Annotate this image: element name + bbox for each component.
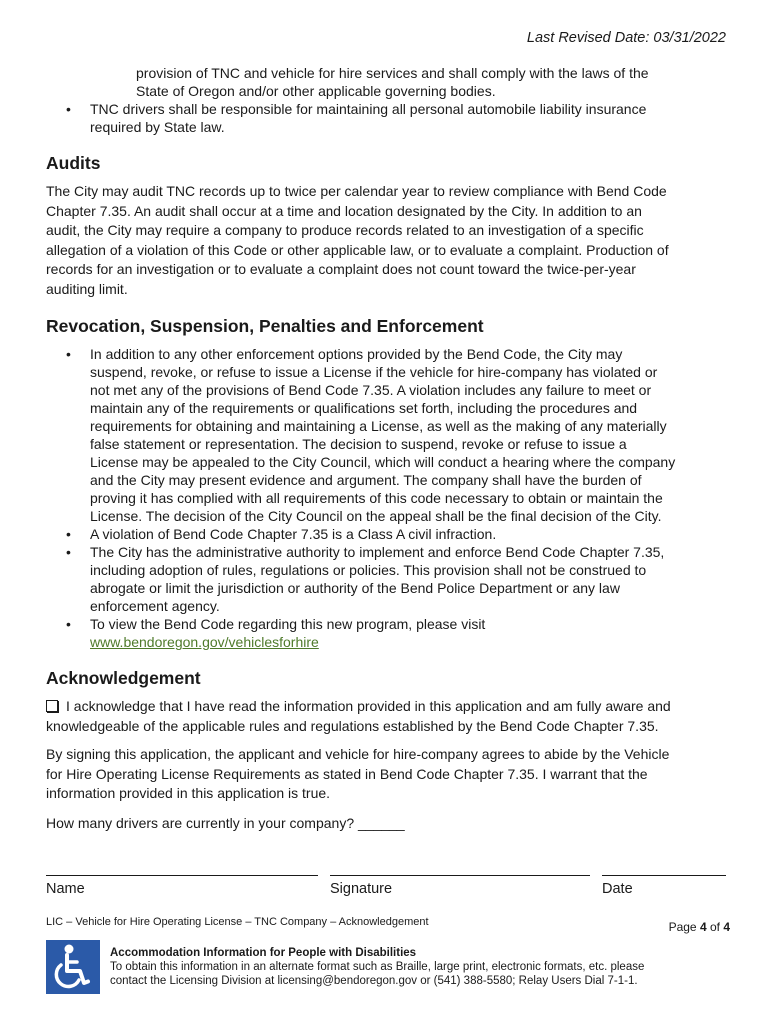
text-line: License. The decision of the City Council on the appeal shall be the final decision of the City. (90, 508, 662, 524)
document-body (46, 64, 726, 833)
text-line: false statement or representation. The decision to suspend, revoke or refuse to issue a (90, 436, 627, 452)
form-title: LIC – Vehicle for Hire Operating License – TNC Company – Acknowledgement (46, 916, 429, 928)
text-line: • TNC drivers shall be responsible for maintaining all personal automobile liability insurance (90, 101, 647, 117)
continued-bullet (136, 64, 726, 100)
text-line: information provided in this application is true. (46, 785, 331, 801)
page-number (669, 920, 730, 934)
page-current: 4 (699, 920, 707, 934)
insurance-bullet-list (46, 100, 726, 136)
page-total: 4 (723, 920, 730, 934)
acknowledgement-heading: Acknowledgement (46, 668, 201, 688)
acknowledge-checkbox[interactable] (46, 700, 58, 712)
text-line: requirements for obtaining and maintaining a License, as well as the making of any materially (90, 418, 667, 434)
text-line: audit, the City may require a company to produce records related to an investigation of a specific (46, 222, 644, 238)
page-of: of (706, 920, 724, 934)
page-prefix: Page (668, 920, 700, 934)
date-line[interactable] (602, 875, 726, 876)
text-line: Chapter 7.35. An audit shall occur at a time and location designated by the City. In addition to an (46, 202, 642, 219)
text-line: • A violation of Bend Code Chapter 7.35 is a Class A civil infraction. (90, 526, 497, 542)
audits-heading: Audits (46, 153, 101, 173)
accommodation-info (46, 940, 736, 996)
text-line: allegation of a violation of this Code or other applicable law, or to evaluate a complaint. Production of (46, 241, 669, 258)
signature-label: Signature (330, 881, 393, 897)
list-item (46, 615, 726, 651)
list-item (46, 345, 726, 525)
audits-paragraph (46, 182, 726, 299)
list-item (46, 543, 726, 615)
text-line: records for an investigation or to evaluate a complaint does not count toward the twice-per-year (46, 261, 636, 277)
text-line: enforcement agency. (90, 598, 220, 614)
checkbox-label: I acknowledge that I have read the information provided in this application and am fully aware and (66, 698, 671, 714)
text-line: suspend, revoke, or refuse to issue a License if the vehicle for hire-company has violated or (90, 364, 658, 380)
text-line: and the City may present evidence and argument. The company shall have the burden of (90, 472, 642, 488)
text-line: • In addition to any other enforcement options provided by the Bend Code, the City may (90, 346, 623, 362)
name-line[interactable] (46, 875, 318, 876)
date-label: Date (602, 881, 633, 897)
accommodation-text (110, 946, 644, 988)
accommodation-title: Accommodation Information for People with Disabilities (110, 947, 417, 959)
revocation-heading: Revocation, Suspension, Penalties and Enforcement (46, 316, 484, 336)
signature-line[interactable] (330, 875, 590, 876)
text-line: By signing this application, the applicant and vehicle for hire-company agrees to abide by the Vehicle (46, 746, 670, 762)
text-line: State of Oregon and/or other applicable governing bodies. (136, 83, 496, 99)
list-item (46, 100, 726, 136)
signature-block (46, 875, 726, 905)
name-label: Name (46, 881, 85, 897)
text-line: To obtain this information in an alternate format such as Braille, large print, electronic formats, etc. please (110, 961, 645, 973)
enforcement-bullet-list (46, 345, 726, 651)
bend-code-link[interactable]: www.bendoregon.gov/vehiclesforhire (90, 634, 319, 650)
text-line: contact the Licensing Division at licensing@bendoregon.gov or (541) 388-5580; Relay Users Dial 7-1-1. (110, 975, 638, 987)
text-line: knowledgeable of the applicable rules and regulations established by the Bend Code Chapter 7.35. (46, 717, 659, 734)
text-line: auditing limit. (46, 280, 128, 297)
text-line: abrogate or limit the jurisdiction or authority of the Bend Police Department or any law (90, 580, 620, 596)
text-line: for Hire Operating License Requirements as stated in Bend Code Chapter 7.35. I warrant that the (46, 765, 648, 782)
text-line: License may be appealed to the City Council, which will conduct a hearing where the company (90, 454, 676, 470)
text-line: • To view the Bend Code regarding this new program, please visit (90, 616, 486, 632)
drivers-count-question[interactable]: How many drivers are currently in your company? ______ (46, 814, 405, 831)
text-line: • The City has the administrative authority to implement and enforce Bend Code Chapter 7.35, (90, 544, 665, 560)
text-line: including adoption of rules, regulations or policies. This provision shall not be construed to (90, 562, 647, 578)
wheelchair-accessibility-icon (46, 940, 100, 994)
text-line: maintain any of the requirements or qualifications set forth, including the procedures and (90, 400, 638, 416)
list-item (46, 525, 726, 543)
text-line: proving it has complied with all requirements of this code necessary to obtain or maintain the (90, 490, 663, 506)
text-line: required by State law. (90, 119, 225, 135)
text-line: provision of TNC and vehicle for hire services and shall comply with the laws of the (136, 65, 649, 81)
text-line: The City may audit TNC records up to twice per calendar year to review compliance with Bend Code (46, 183, 667, 199)
acknowledgement-checkbox-row (46, 697, 726, 736)
agreement-paragraph (46, 745, 726, 804)
last-revised-date: Last Revised Date: 03/31/2022 (526, 30, 726, 46)
text-line: not met any of the provisions of Bend Code 7.35. A violation includes any failure to meet or (90, 382, 652, 398)
